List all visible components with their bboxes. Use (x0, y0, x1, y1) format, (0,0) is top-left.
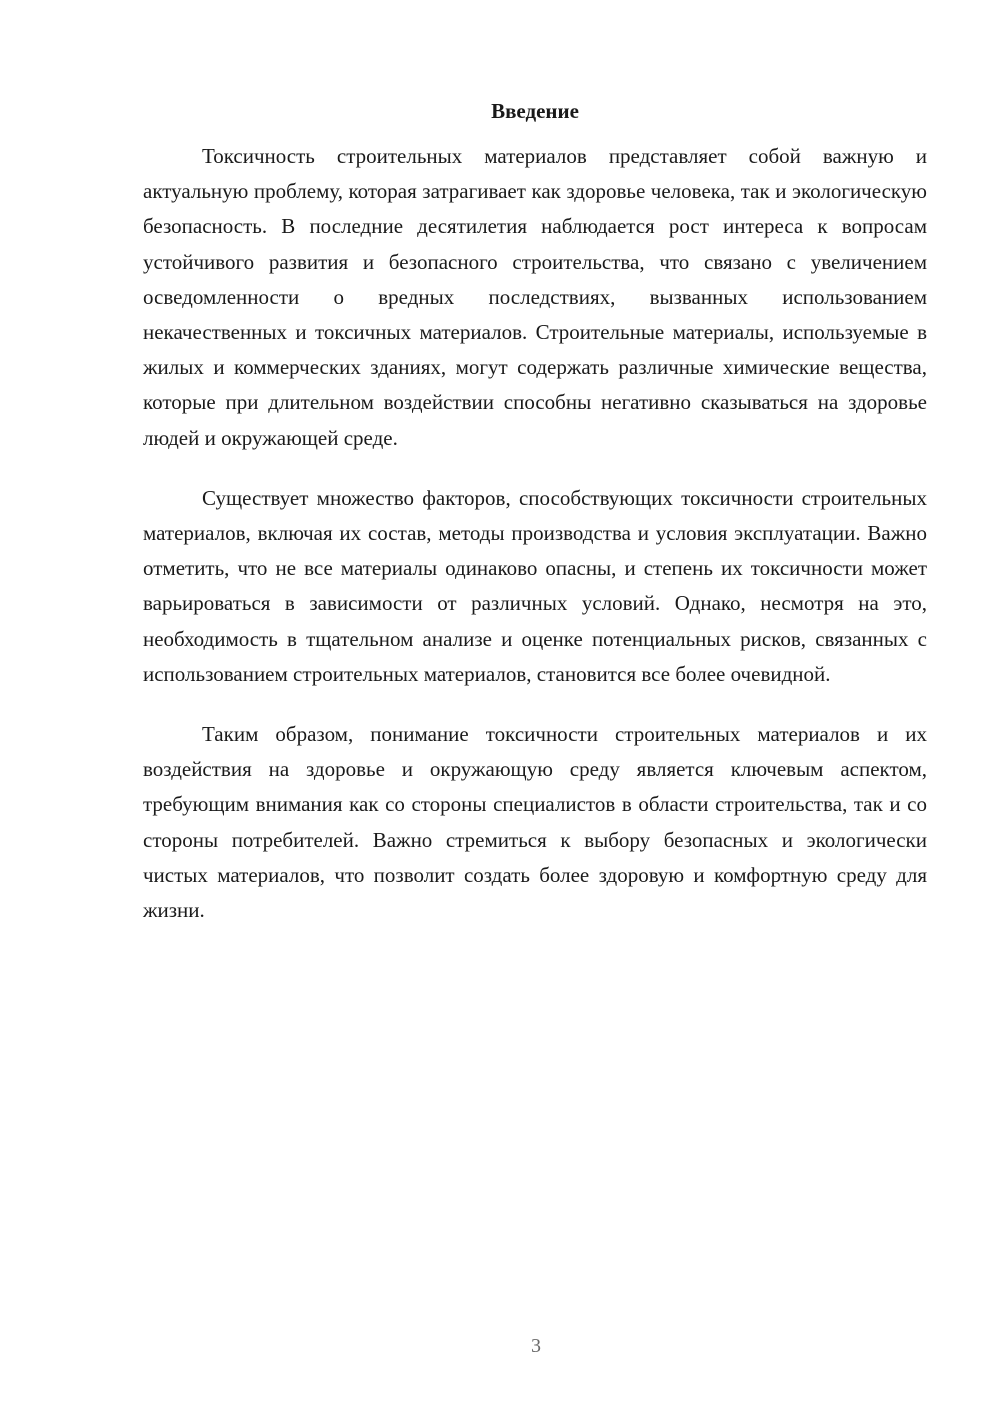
paragraph-3: Таким образом, понимание токсичности строительных материалов и их воздействия на здоровье и окружающую среду является ключевым аспектом, требующим внимания как со стороны специалистов в области строительства, так и со стороны потребителей. Важно стремиться к выбору безопасных и экологически чистых материалов, что позволит создать более здоровую и комфортную среду для жизни. (143, 722, 927, 923)
paragraph-2: Существует множество факторов, способствующих токсичности строительных материалов, включая их состав, методы производства и условия эксплуатации. Важно отметить, что не все материалы одинаково опасны, и степень их токсичности может варьироваться в зависимости от различных условий. Однако, несмотря на это, необходимость в тщательном анализе и оценке потенциальных рисков, связанных с использованием строительных материалов, становится все более очевидной. (143, 485, 927, 686)
page-number: 3 (531, 1335, 541, 1357)
section-title: Введение (491, 99, 579, 123)
paragraph-1: Токсичность строительных материалов представляет собой важную и актуальную проблему, которая затрагивает как здоровье человека, так и экологическую безопасность. В последние десятилетия наблюдается рост интереса к вопросам устойчивого развития и безопасного строительства, что связано с увеличением осведомленности о вредных последствиях, вызванных использованием некачественных и токсичных материалов. Строительные материалы, используемые в жилых и коммерческих зданиях, могут содержать различные химические вещества, которые при длительном воздействии способны негативно сказываться на здоровье людей и окружающей среде. (143, 144, 927, 450)
page-content (143, 96, 927, 953)
